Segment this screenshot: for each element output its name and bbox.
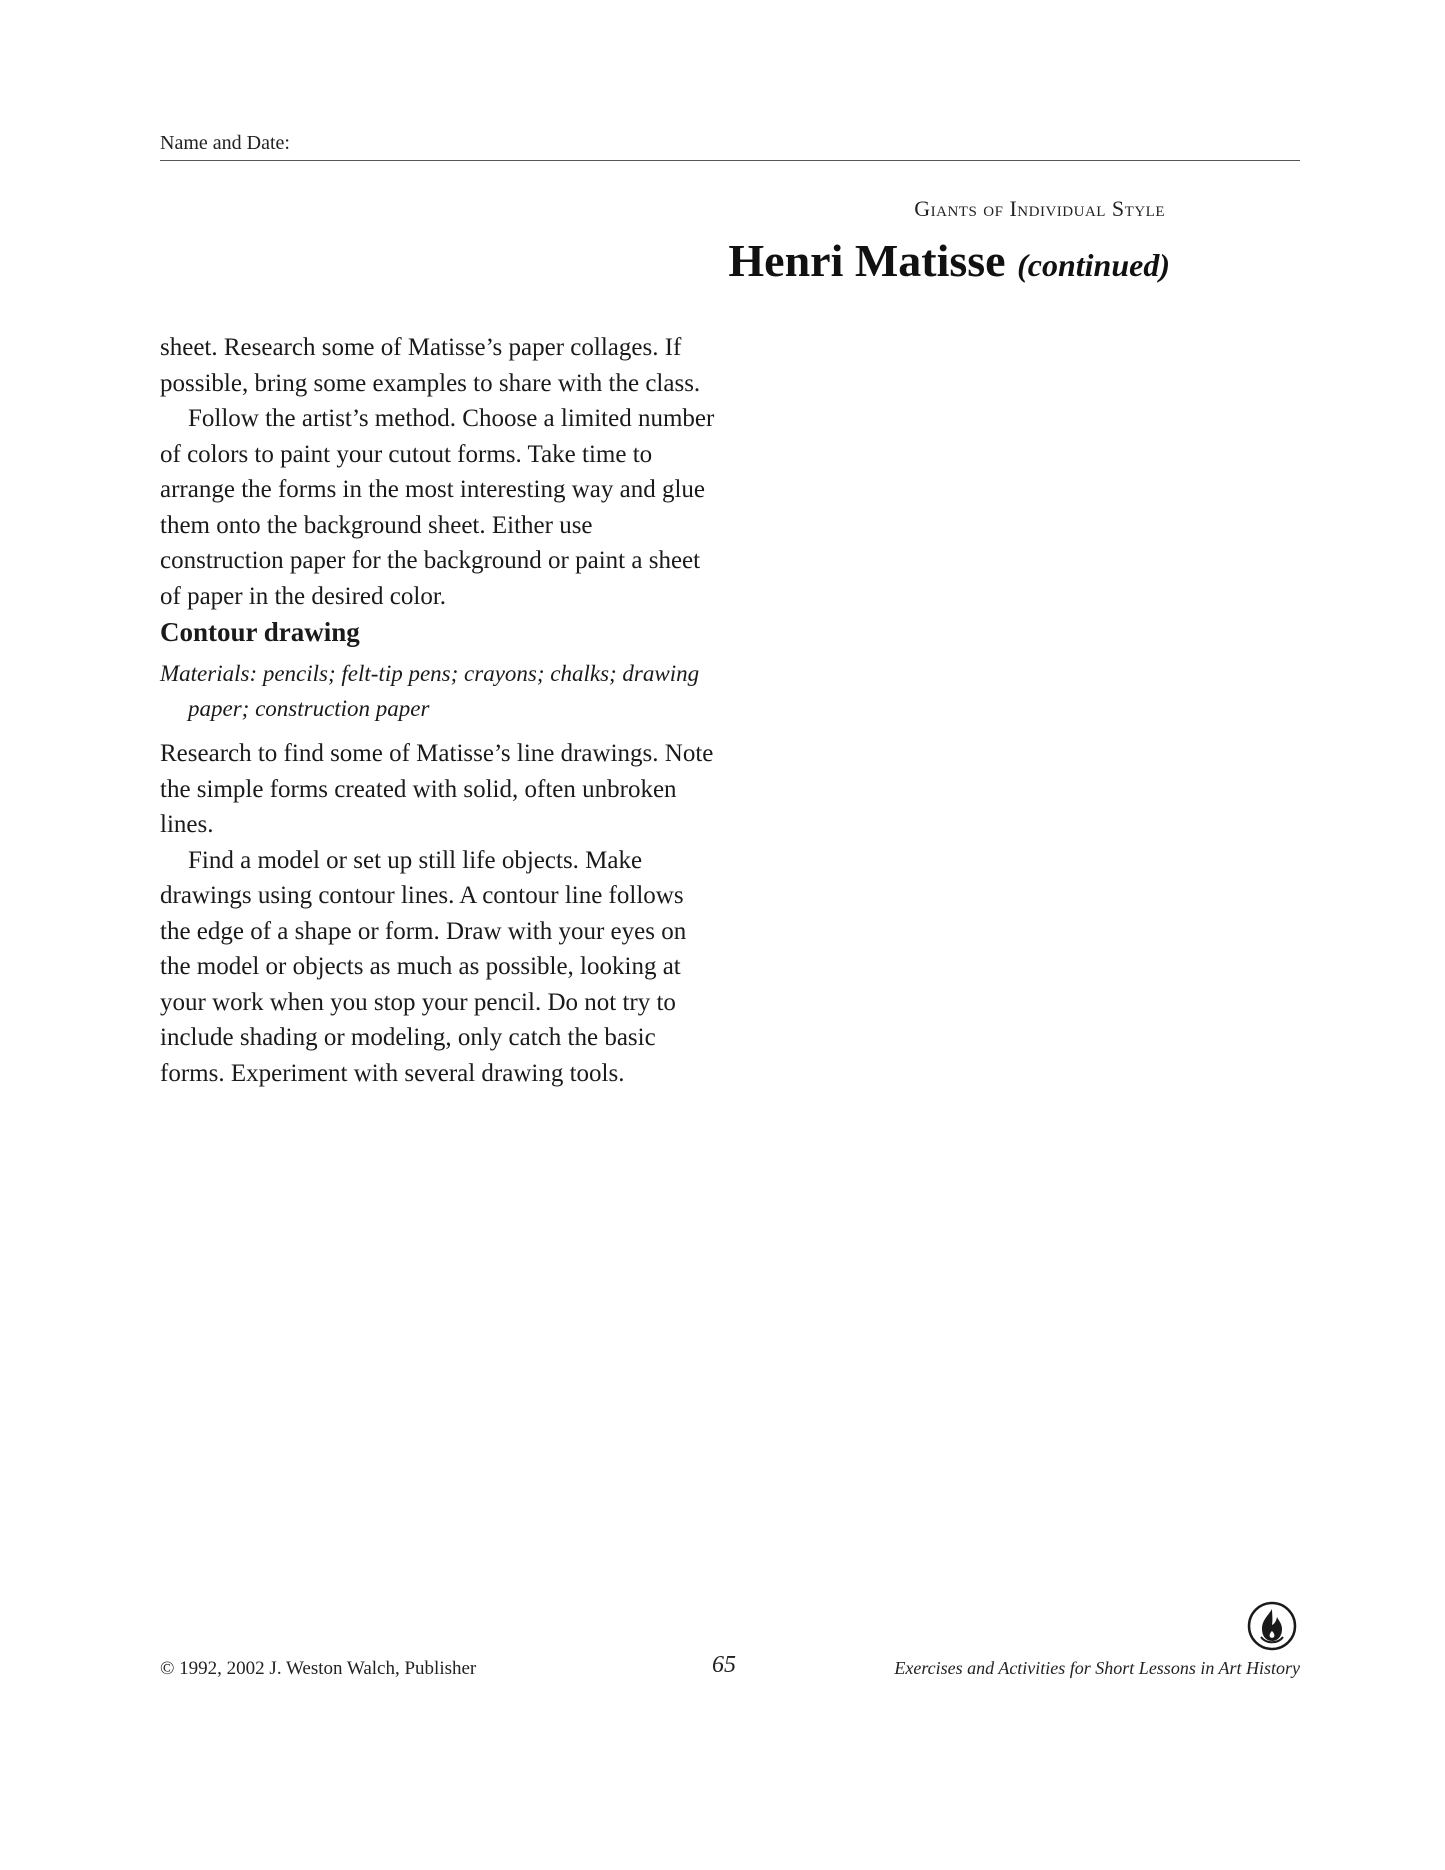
page-header (160, 128, 1300, 161)
paragraph: Find a model or set up still life objects. Make drawings using contour lines. A contour line follows the edge of a shape or form. Draw with your eyes on the model or objects as much as possible, looking at your work when you stop your pencil. Do not try to include shading or modeling, only catch the basic forms. Experiment with several drawing tools. (160, 846, 687, 1087)
body-column (160, 330, 720, 1091)
name-date-label: Name and Date: (160, 132, 290, 154)
copyright-notice: © 1992, 2002 J. Weston Walch, Publisher (160, 1658, 477, 1679)
page-title (600, 234, 1170, 287)
paragraph: Research to find some of Matisse’s line drawings. Note the simple forms created with solid, often unbroken lines. (160, 740, 714, 838)
book-title: Exercises and Activities for Short Lessons in Art History (894, 1658, 1300, 1678)
paragraph: Follow the artist’s method. Choose a limited number of colors to paint your cutout forms. Take time to arrange the forms in the most interesting way and glue them onto the background sheet. Either use construction paper for the background or paint a sheet of paper in the desired color. (160, 405, 715, 610)
page-title-main: Henri Matisse (728, 235, 1006, 286)
publisher-flame-logo-icon (1246, 1600, 1298, 1652)
materials-list: Materials: pencils; felt-tip pens; crayons; chalks; drawing paper; construction paper (160, 661, 700, 721)
page-number: 65 (712, 1652, 736, 1678)
series-title: Giants of Individual Style (914, 196, 1165, 221)
section-heading: Contour drawing (160, 617, 360, 647)
paragraph: sheet. Research some of Matisse’s paper collages. If possible, bring some examples to share with the class. (160, 334, 701, 397)
page-title-suffix: (continued) (1017, 247, 1170, 283)
